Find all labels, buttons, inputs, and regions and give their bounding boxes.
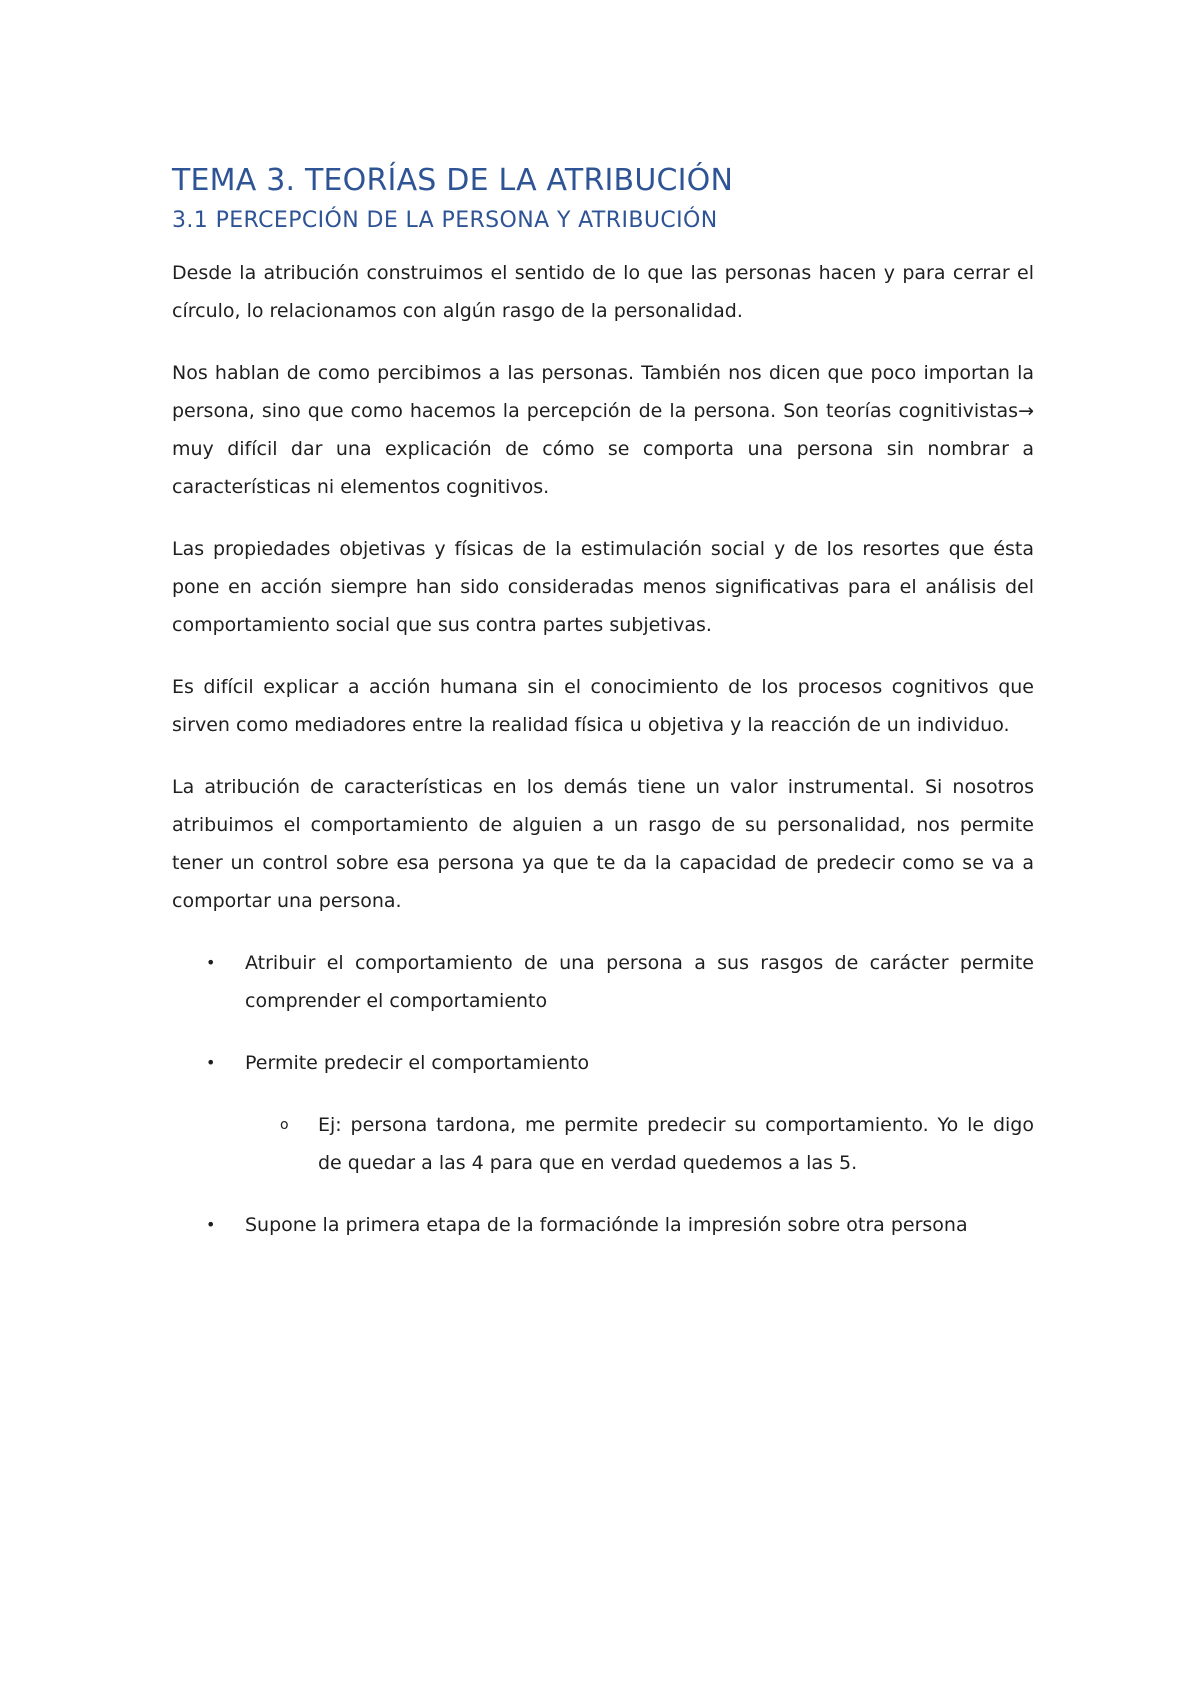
list-item-text: Atribuir el comportamiento de una persona a sus rasgos de carácter permite comprender el comportamiento: [245, 952, 1034, 1012]
bullet-icon: •: [206, 1215, 216, 1234]
list-item-text: Permite predecir el comportamiento: [245, 1052, 590, 1074]
list-item: [172, 1206, 1034, 1244]
section-subtitle: 3.1 PERCEPCIÓN DE LA PERSONA Y ATRIBUCIÓN: [172, 208, 718, 233]
bullet-icon: •: [206, 1053, 216, 1072]
page-title: TEMA 3. TEORÍAS DE LA ATRIBUCIÓN: [172, 163, 734, 198]
paragraph-2-text-b: muy difícil dar una explicación de cómo se comporta una persona sin nombrar a características ni elementos cognitivos.: [172, 438, 1034, 498]
arrow-right-icon: →: [1018, 400, 1034, 422]
bullet-list: [172, 944, 1034, 1244]
paragraph-3: Las propiedades objetivas y físicas de la estimulación social y de los resortes que ésta pone en acción siempre han sido consideradas menos significativas para el análisis del comportamiento social que sus contra partes subjetivas.: [172, 538, 1034, 636]
paragraph-2: [172, 354, 1034, 506]
list-item-text: Supone la primera etapa de la formaciónde la impresión sobre otra persona: [245, 1214, 968, 1236]
paragraph-2-text-a: Nos hablan de como percibimos a las personas. También nos dicen que poco importan la persona, sino que como hacemos la percepción de la persona. Son teorías cognitivistas: [172, 362, 1034, 422]
list-item: [172, 944, 1034, 1020]
paragraph-1: Desde la atribución construimos el sentido de lo que las personas hacen y para cerrar el círculo, lo relacionamos con algún rasgo de la personalidad.: [172, 262, 1034, 322]
paragraph-4: Es difícil explicar a acción humana sin el conocimiento de los procesos cognitivos que sirven como mediadores entre la realidad física u objetiva y la reacción de un individuo.: [172, 676, 1034, 736]
list-item: [172, 1044, 1034, 1082]
sub-bullet-icon: o: [280, 1117, 289, 1133]
document-page: [172, 160, 1034, 1244]
paragraph-5: La atribución de características en los demás tiene un valor instrumental. Si nosotros atribuimos el comportamiento de alguien a un rasgo de su personalidad, nos permite tener un control sobre esa persona ya que te da la capacidad de predecir como se va a comportar una persona.: [172, 776, 1034, 912]
sub-list-item-text: Ej: persona tardona, me permite predecir su comportamiento. Yo le digo de quedar a las 4 para que en verdad quedemos a las 5.: [318, 1114, 1034, 1174]
sub-list-item: [172, 1106, 1034, 1182]
bullet-icon: •: [206, 953, 216, 972]
